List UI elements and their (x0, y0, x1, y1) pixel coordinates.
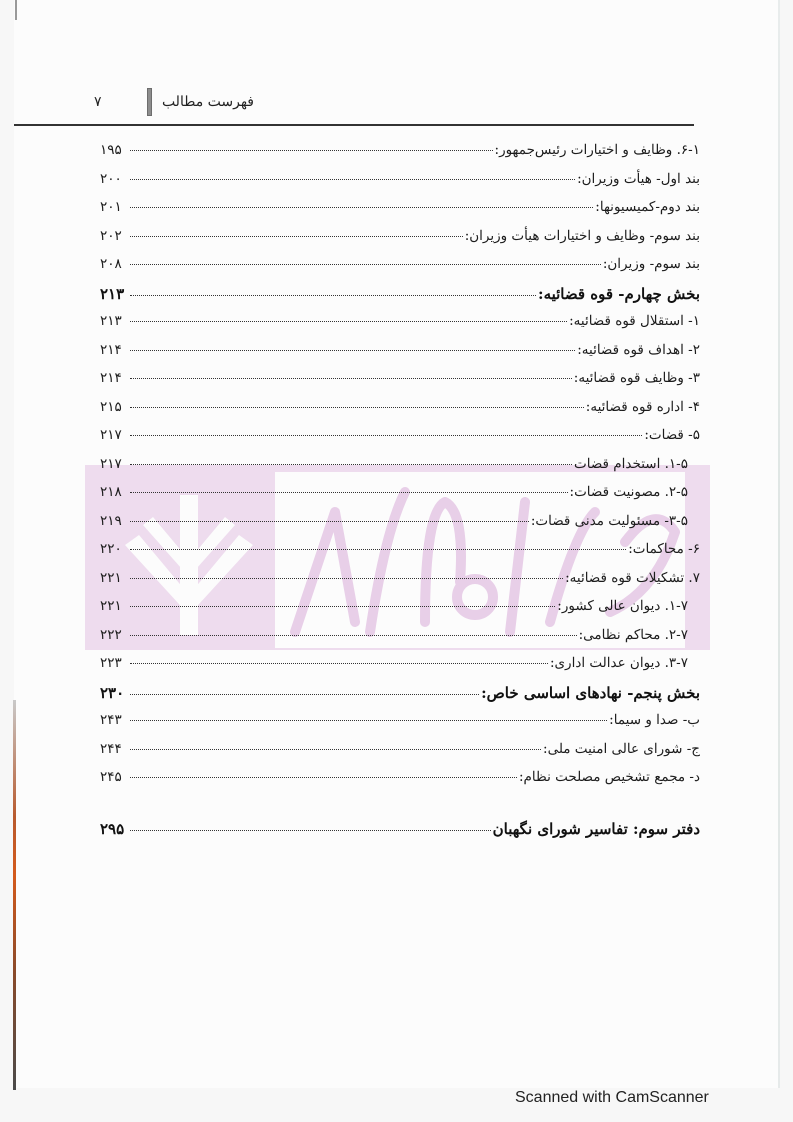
toc-entry-title: ۲-۷. محاکم نظامی: (578, 626, 688, 643)
toc-entry-page: ۲۱۷ (100, 427, 122, 443)
running-header (14, 86, 714, 126)
header-page-number: ۷ (94, 94, 102, 110)
toc-entry-title: ۶-۱. وظایف و اختیارات رئیس‌جمهور: (494, 142, 700, 158)
toc-part-heading[interactable] (100, 820, 700, 849)
toc-section-heading[interactable] (100, 684, 700, 713)
toc-entry-title: ۱- استقلال قوه قضائیه: (569, 313, 700, 329)
toc-entry-title: ب- صدا و سیما: (609, 712, 700, 728)
toc-entry-page: ۲۲۱ (100, 598, 122, 614)
header-title: فهرست مطالب (161, 94, 254, 110)
toc-entry-title: ۷. تشکیلات قوه قضائیه: (565, 569, 700, 586)
dot-leader (130, 150, 493, 151)
toc-entry-page: ۲۱۴ (100, 370, 122, 386)
toc-entry-page: ۲۴۳ (100, 712, 122, 728)
dot-leader (130, 407, 584, 408)
toc-entry-title: بند دوم-کمیسیونها: (595, 199, 700, 215)
toc-entry[interactable] (100, 712, 700, 741)
dot-leader (130, 830, 491, 831)
dot-leader (130, 264, 601, 265)
dot-leader (130, 179, 575, 180)
page-edge-top (15, 0, 17, 20)
toc-entry-page: ۲۱۵ (100, 398, 122, 415)
toc-entry-page: ۲۰۲ (100, 227, 122, 244)
toc-entry[interactable] (100, 484, 700, 513)
toc-entry-page: ۲۰۸ (100, 256, 122, 272)
header-divider-bar (147, 88, 152, 116)
toc-entry[interactable] (100, 541, 700, 570)
toc-entry[interactable] (100, 741, 700, 770)
toc-entry-page: ۲۱۳ (100, 313, 122, 329)
toc-entry[interactable] (100, 627, 700, 656)
toc-entry-title: ۲-۵. مصونیت قضات: (569, 484, 688, 500)
toc-entry-page: ۲۲۱ (100, 569, 122, 586)
dot-leader (130, 236, 463, 237)
toc-entry-page: ۲۳۰ (100, 683, 125, 702)
dot-leader (130, 464, 572, 465)
toc-entry[interactable] (100, 199, 700, 228)
dot-leader (130, 749, 541, 750)
toc-entry-page: ۲۱۴ (100, 341, 122, 358)
dot-leader (130, 435, 642, 436)
toc-entry-page: ۱۹۵ (100, 142, 122, 158)
dot-leader (130, 635, 577, 636)
dot-leader (130, 578, 563, 579)
toc-entry[interactable] (100, 769, 700, 798)
dot-leader (130, 777, 517, 778)
scanner-watermark-text: Scanned with CamScanner (515, 1089, 709, 1106)
dot-leader (130, 606, 555, 607)
toc-entry-page: ۲۴۴ (100, 740, 122, 757)
toc-entry[interactable] (100, 399, 700, 428)
toc-entry[interactable] (100, 313, 700, 342)
toc-entry-title: ۲- اهداف قوه قضائیه: (577, 341, 700, 358)
toc-entry[interactable] (100, 427, 700, 456)
toc-entry-page: ۲۱۸ (100, 484, 122, 500)
dot-leader (130, 492, 568, 493)
toc-entry-title: د- مجمع تشخیص مصلحت نظام: (518, 769, 700, 785)
toc-entry[interactable] (100, 570, 700, 599)
toc-entry-title: ۱-۵. استخدام قضات (574, 455, 688, 472)
dot-leader (130, 321, 567, 322)
toc-entry[interactable] (100, 142, 700, 171)
toc-entry-title: ۶- محاکمات: (628, 541, 700, 557)
toc-entry-title: ۳- وظایف قوه قضائیه: (573, 370, 700, 386)
dot-leader (130, 694, 479, 695)
toc-entry-title: ۳-۷. دیوان عدالت اداری: (549, 655, 688, 671)
toc-entry-page: ۲۱۹ (100, 512, 122, 529)
toc-entry-page: ۲۱۳ (100, 284, 125, 303)
toc-entry-title: بخش پنجم- نهادهای اساسی خاص: (481, 683, 700, 702)
toc-entry-title: بند سوم- وزیران: (602, 256, 700, 272)
toc-entry[interactable] (100, 228, 700, 257)
toc-entry-page: ۲۲۲ (100, 626, 122, 643)
toc-entry-page: ۲۱۷ (100, 455, 122, 472)
toc-entry-title: ۴- اداره قوه قضائیه: (585, 398, 700, 415)
table-of-contents (100, 142, 700, 848)
dot-leader (130, 350, 575, 351)
toc-entry[interactable] (100, 171, 700, 200)
book-spine-edge (13, 700, 16, 1090)
toc-section-heading[interactable] (100, 285, 700, 314)
toc-entry-page: ۲۲۳ (100, 655, 122, 671)
dot-leader (130, 521, 529, 522)
toc-entry[interactable] (100, 456, 700, 485)
dot-leader (130, 295, 536, 296)
toc-entry-page: ۲۲۰ (100, 541, 122, 557)
toc-entry-title: بند اول- هیأت وزیران: (577, 170, 700, 187)
toc-entry-title: بخش چهارم- قوه قضائیه: (538, 284, 700, 303)
toc-entry[interactable] (100, 256, 700, 285)
toc-entry-page: ۲۰۱ (100, 199, 122, 215)
dot-leader (130, 549, 626, 550)
toc-entry-title: ۳-۵- مسئولیت مدنی قضات: (530, 512, 688, 529)
toc-entry-page: ۲۴۵ (100, 769, 122, 785)
toc-entry-title: دفتر سوم: تفاسیر شورای نگهبان (492, 819, 700, 838)
toc-entry-title: ۵- قضات: (644, 427, 700, 443)
toc-entry-title: بند سوم- وظایف و اختیارات هیأت وزیران: (464, 227, 700, 244)
toc-entry[interactable] (100, 342, 700, 371)
toc-entry[interactable] (100, 598, 700, 627)
dot-leader (130, 378, 572, 379)
page-edge-right (778, 0, 780, 1088)
toc-entry-title: ۱-۷. دیوان عالی کشور: (557, 598, 688, 614)
toc-entry-page: ۲۹۵ (100, 819, 125, 838)
dot-leader (130, 720, 607, 721)
toc-entry[interactable] (100, 655, 700, 684)
toc-entry[interactable] (100, 513, 700, 542)
toc-entry-title: ج- شورای عالی امنیت ملی: (543, 740, 700, 757)
dot-leader (130, 663, 548, 664)
toc-entry[interactable] (100, 370, 700, 399)
dot-leader (130, 207, 593, 208)
toc-entry-page: ۲۰۰ (100, 170, 122, 187)
header-rule (14, 124, 694, 126)
